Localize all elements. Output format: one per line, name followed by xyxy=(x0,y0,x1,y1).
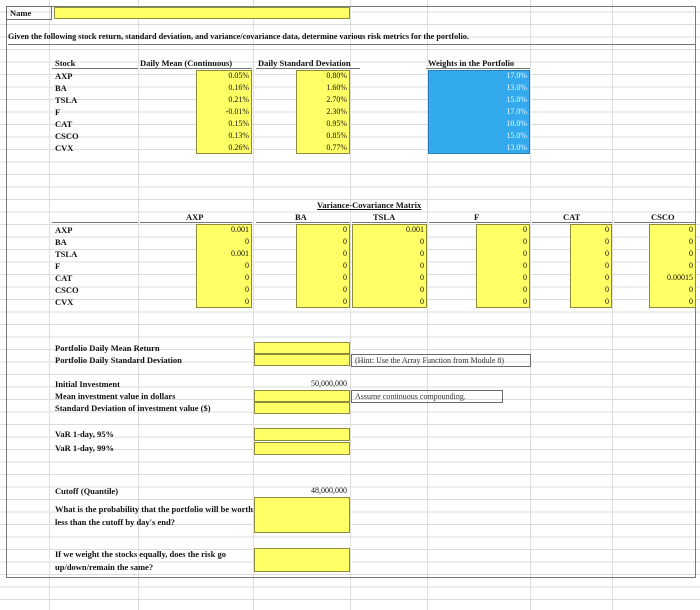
cov-value[interactable]: 0 xyxy=(605,225,609,234)
cov-value[interactable]: 0 xyxy=(523,261,527,270)
cov-col-header: CSCO xyxy=(651,212,675,222)
stock-header: Stock xyxy=(55,58,76,68)
stock-ticker: CVX xyxy=(55,143,74,153)
header-underline xyxy=(140,222,252,223)
cov-value[interactable]: 0 xyxy=(605,273,609,282)
cov-col-header: F xyxy=(474,212,480,222)
cov-value[interactable]: 0 xyxy=(245,261,249,270)
cov-col-header: CAT xyxy=(563,212,581,222)
weights-header: Weights in the Portfolio xyxy=(428,58,515,68)
cov-value[interactable]: 0 xyxy=(343,261,347,270)
header-underline xyxy=(140,68,252,69)
cov-col-header: TSLA xyxy=(373,212,396,222)
cov-value[interactable]: 0 xyxy=(523,249,527,258)
section-divider xyxy=(8,44,696,45)
cutoff-label: Cutoff (Quantile) xyxy=(55,486,119,496)
cov-value[interactable]: 0 xyxy=(605,249,609,258)
header-underline xyxy=(352,222,427,223)
cov-value[interactable]: 0 xyxy=(523,273,527,282)
cov-value[interactable]: 0 xyxy=(245,285,249,294)
cov-value[interactable]: 0 xyxy=(689,249,693,258)
cov-value[interactable]: 0 xyxy=(245,273,249,282)
cov-value[interactable]: 0.001 xyxy=(406,225,424,234)
name-input[interactable] xyxy=(54,7,350,19)
mean-value[interactable]: 0.21% xyxy=(228,95,249,104)
cov-value[interactable]: 0 xyxy=(420,285,424,294)
sd-header: Daily Standard Deviation xyxy=(258,58,351,68)
cov-value[interactable]: 0 xyxy=(343,237,347,246)
cov-value[interactable]: 0 xyxy=(420,297,424,306)
portfolio-mean-input[interactable] xyxy=(254,342,350,354)
mean-value[interactable]: 0.13% xyxy=(228,131,249,140)
sd-value[interactable]: 0.77% xyxy=(326,143,347,152)
cov-value[interactable]: 0 xyxy=(523,225,527,234)
var99-label: VaR 1-day, 99% xyxy=(55,443,114,453)
weight-value[interactable]: 17.0% xyxy=(506,71,527,80)
equal-weight-question: If we weight the stocks equally, does the risk go up/down/remain the same? xyxy=(55,549,226,572)
portfolio-mean-label: Portfolio Daily Mean Return xyxy=(55,343,160,353)
cov-row-label: BA xyxy=(55,237,67,247)
cov-value[interactable]: 0 xyxy=(605,237,609,246)
initial-investment-label: Initial Investment xyxy=(55,379,120,389)
sd-value[interactable]: 0.85% xyxy=(326,131,347,140)
cutoff-question: What is the probability that the portfolio will be worth less than the cutoff by day's end? xyxy=(55,504,253,527)
cov-col-header: BA xyxy=(295,212,307,222)
cov-value[interactable]: 0 xyxy=(689,261,693,270)
compounding-note: Assume continuous compounding. xyxy=(351,390,503,403)
cov-value[interactable]: 0 xyxy=(689,285,693,294)
cov-row-label: F xyxy=(55,261,61,271)
stock-ticker: AXP xyxy=(55,71,73,81)
mean-value[interactable]: 0.05% xyxy=(228,71,249,80)
probability-input[interactable] xyxy=(254,497,350,533)
mean-value[interactable]: 0.16% xyxy=(228,83,249,92)
weight-value[interactable]: 13.0% xyxy=(506,143,527,152)
cov-value[interactable]: 0 xyxy=(605,261,609,270)
header-underline xyxy=(532,222,612,223)
mean-value[interactable]: 0.26% xyxy=(228,143,249,152)
stock-ticker: TSLA xyxy=(55,95,78,105)
cov-row-label: CVX xyxy=(55,297,74,307)
cov-value[interactable]: 0 xyxy=(420,249,424,258)
cov-value[interactable]: 0 xyxy=(343,285,347,294)
weight-value[interactable]: 17.0% xyxy=(506,107,527,116)
cov-value[interactable]: 0 xyxy=(343,297,347,306)
mean-header: Daily Mean (Continuous) xyxy=(140,58,233,68)
weight-value[interactable]: 13.0% xyxy=(506,83,527,92)
portfolio-sd-input[interactable] xyxy=(254,354,350,366)
cov-value[interactable]: 0 xyxy=(689,297,693,306)
cov-value[interactable]: 0 xyxy=(523,297,527,306)
sd-investment-label: Standard Deviation of investment value ($) xyxy=(55,403,211,413)
mean-value[interactable]: -0.01% xyxy=(225,107,249,116)
portfolio-sd-label: Portfolio Daily Standard Deviation xyxy=(55,355,182,365)
cov-value[interactable]: 0 xyxy=(420,237,424,246)
cov-value[interactable]: 0.001 xyxy=(231,225,249,234)
cov-value[interactable]: 0 xyxy=(420,261,424,270)
cov-value[interactable]: 0 xyxy=(420,273,424,282)
sd-investment-input[interactable] xyxy=(254,402,350,414)
mean-investment-label: Mean investment value in dollars xyxy=(55,391,176,401)
cov-value[interactable]: 0 xyxy=(245,297,249,306)
cov-value[interactable]: 0 xyxy=(689,237,693,246)
cov-row-label: CAT xyxy=(55,273,73,283)
cov-row-label: TSLA xyxy=(55,249,78,259)
equal-weight-input[interactable] xyxy=(254,548,350,572)
sd-value[interactable]: 2.30% xyxy=(326,107,347,116)
stock-ticker: CAT xyxy=(55,119,73,129)
cov-value[interactable]: 0 xyxy=(343,225,347,234)
instructions-text: Given the following stock return, standard deviation, and variance/covariance data, determine various risk metrics for the portfolio. xyxy=(8,32,469,41)
var95-input[interactable] xyxy=(254,428,350,441)
cov-value[interactable]: 0 xyxy=(605,285,609,294)
header-underline xyxy=(256,222,350,223)
cov-value[interactable]: 0.00015 xyxy=(667,273,693,282)
hint-note: (Hint: Use the Array Function from Module 8) xyxy=(351,354,531,367)
cov-value[interactable]: 0 xyxy=(523,285,527,294)
weight-value[interactable]: 15.0% xyxy=(506,131,527,140)
sd-value[interactable]: 2.70% xyxy=(326,95,347,104)
initial-investment-value[interactable]: 50,000,000 xyxy=(311,379,347,388)
stock-ticker: F xyxy=(55,107,61,117)
mean-investment-input[interactable] xyxy=(254,390,350,402)
cutoff-value[interactable]: 48,000,000 xyxy=(311,486,347,495)
sd-value[interactable]: 1.60% xyxy=(326,83,347,92)
weight-value[interactable]: 15.0% xyxy=(506,95,527,104)
var95-label: VaR 1-day, 95% xyxy=(55,429,114,439)
sd-value[interactable]: 0.80% xyxy=(326,71,347,80)
cov-value[interactable]: 0.001 xyxy=(231,249,249,258)
cov-value[interactable]: 0 xyxy=(245,237,249,246)
cov-value[interactable]: 0 xyxy=(523,237,527,246)
cov-col-header: AXP xyxy=(186,212,204,222)
stock-ticker: BA xyxy=(55,83,67,93)
cov-value[interactable]: 0 xyxy=(343,249,347,258)
header-underline xyxy=(426,68,530,69)
header-underline xyxy=(256,68,360,69)
covariance-title: Variance-Covariance Matrix xyxy=(317,200,422,210)
sd-value[interactable]: 0.95% xyxy=(326,119,347,128)
cov-value[interactable]: 0 xyxy=(689,225,693,234)
cov-value[interactable]: 0 xyxy=(343,273,347,282)
header-underline xyxy=(52,68,138,69)
header-underline xyxy=(614,222,696,223)
cov-row-label: AXP xyxy=(55,225,73,235)
weight-value[interactable]: 10.0% xyxy=(506,119,527,128)
header-underline xyxy=(429,222,530,223)
name-label: Name xyxy=(10,8,32,18)
header-underline xyxy=(52,222,138,223)
stock-ticker: CSCO xyxy=(55,131,79,141)
cov-value[interactable]: 0 xyxy=(605,297,609,306)
mean-value[interactable]: 0.15% xyxy=(228,119,249,128)
cov-row-label: CSCO xyxy=(55,285,79,295)
var99-input[interactable] xyxy=(254,442,350,455)
